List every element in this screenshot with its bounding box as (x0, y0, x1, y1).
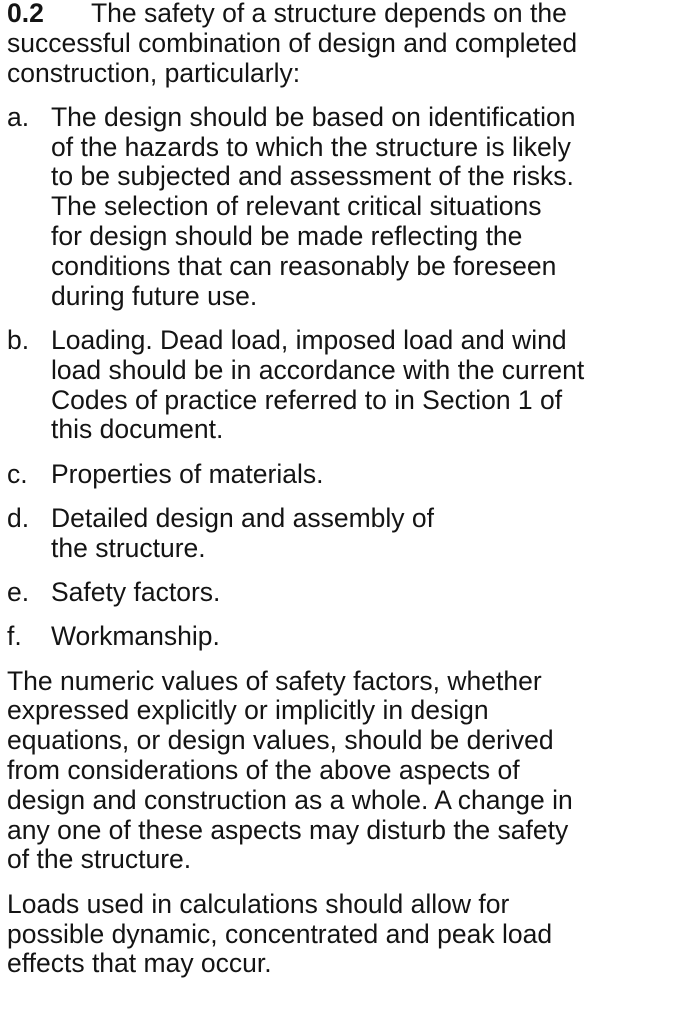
paragraph-line: equations, or design values, should be derived (7, 725, 554, 756)
clause-intro (7, 0, 662, 88)
list-item-e (7, 578, 662, 608)
list-item-line: of the hazards to which the structure is likely (51, 131, 571, 162)
list-item-line: Properties of materials. (51, 458, 324, 489)
list-item-b (7, 326, 662, 445)
list-marker: d. (7, 502, 30, 533)
paragraph-line: possible dynamic, concentrated and peak load (7, 918, 553, 949)
list-item-line: the structure. (51, 532, 206, 563)
paragraph-line: of the structure. (7, 844, 192, 875)
list-item-d (7, 504, 662, 564)
paragraph-line: from considerations of the above aspects of (7, 755, 520, 786)
paragraph-line: expressed explicitly or implicitly in design (7, 695, 489, 726)
list-item-line: during future use. (51, 280, 258, 311)
list-item-f (7, 622, 662, 652)
list-item-line: Codes of practice referred to in Section 1 of (51, 384, 563, 415)
list-marker: a. (7, 101, 30, 132)
paragraph-line: The numeric values of safety factors, whether (7, 665, 542, 696)
paragraph-line: effects that may occur. (7, 948, 272, 979)
list-item-line: load should be in accordance with the current (51, 354, 585, 385)
list-item-line: Safety factors. (51, 577, 221, 608)
clause-number: 0.2 (7, 0, 44, 28)
paragraph-line: Loads used in calculations should allow for (7, 888, 510, 919)
list-marker: f. (7, 621, 22, 652)
clause-intro-text: The safety of a structure depends on the (91, 0, 567, 28)
list-item-line: The selection of relevant critical situations (51, 191, 542, 222)
list-item-c (7, 460, 662, 490)
list-item-line: The design should be based on identification (51, 101, 576, 132)
safety-factors-paragraph (7, 667, 662, 876)
list-marker: b. (7, 324, 30, 355)
loads-paragraph (7, 890, 662, 979)
safety-aspects-list (7, 103, 662, 652)
list-item-line: for design should be made reflecting the (51, 221, 523, 252)
list-item-line: Loading. Dead load, imposed load and wind (51, 324, 567, 355)
list-marker: c. (7, 458, 28, 489)
paragraph-line: any one of these aspects may disturb the safety (7, 814, 569, 845)
clause-intro-line: construction, particularly: (7, 57, 301, 88)
list-item-a (7, 103, 662, 312)
list-marker: e. (7, 577, 30, 608)
paragraph-line: design and construction as a whole. A change in (7, 784, 573, 815)
clause-intro-line (7, 0, 662, 29)
list-item-line: Detailed design and assembly of (51, 502, 435, 533)
list-item-line: this document. (51, 414, 224, 445)
clause-intro-line: successful combination of design and completed (7, 27, 578, 58)
list-item-line: conditions that can reasonably be foreseen (51, 250, 557, 281)
list-item-line: Workmanship. (51, 621, 220, 652)
list-item-line: to be subjected and assessment of the risks. (51, 161, 574, 192)
document-page (7, 0, 662, 994)
